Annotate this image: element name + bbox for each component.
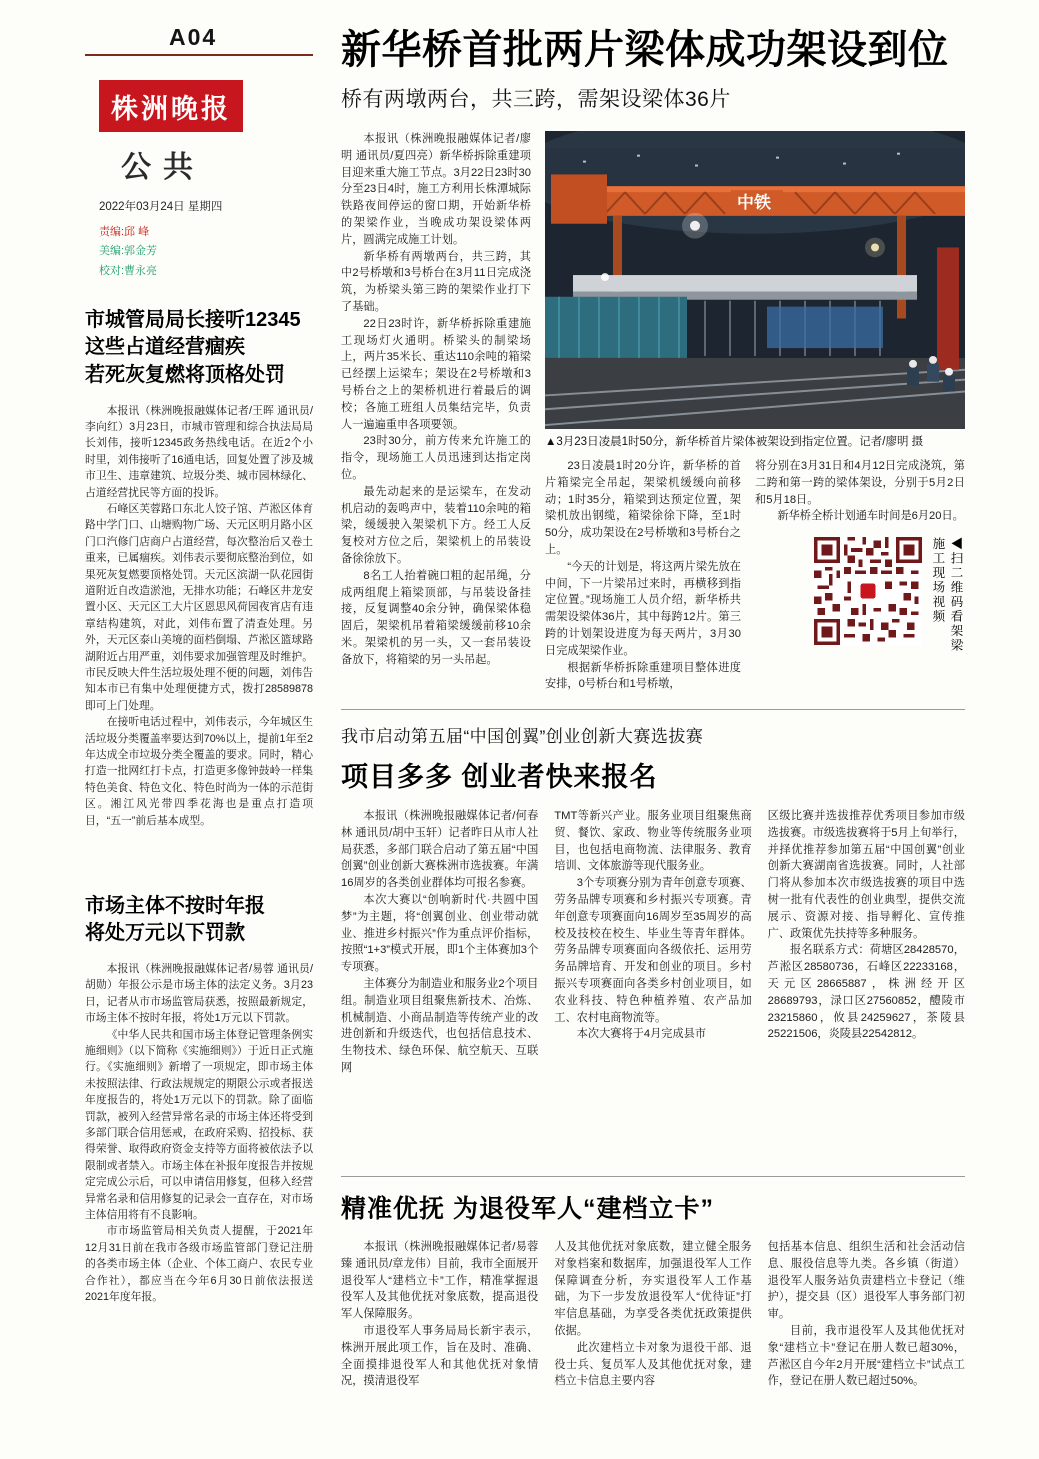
title-line: 市城管局局长接听12345	[85, 308, 301, 331]
body-paragraph: 本报讯（株洲晚报融媒体记者/王晖 通讯员/李向红）3月23日，市城市管理和综合执法局局长刘伟，接听12345政务热线电话。在近2个小时里，刘伟接听了16通电话，回复处置了涉及城市卫生、违章建筑、垃圾分类、城市园林绿化、占道经营扰民等方面的投诉。	[85, 404, 313, 499]
lead-below-photo	[545, 458, 965, 697]
text-column-2	[554, 1239, 751, 1447]
body-paragraph: 本报讯（株洲晚报融媒体记者/廖明 通讯员/夏四亮）新华桥拆除重建项目迎来重大施工节点。3月22日23时30分至23日4时，施工方利用长株潭城际铁路夜间停运的窗口期，开始新华桥的架梁作业，当晚成功架设梁体两片，圆满完成施工计划。	[341, 133, 531, 246]
lead-body	[341, 131, 965, 697]
sidebar-article-city-hotline	[85, 307, 313, 867]
newspaper-logo-text: 株洲晚报	[111, 93, 231, 125]
section-divider	[341, 1176, 965, 1177]
text-column-3	[768, 808, 965, 1164]
text-column-1	[341, 1239, 538, 1447]
story-innovation-contest	[341, 722, 965, 1164]
page-number: A04	[169, 24, 218, 50]
masthead	[85, 56, 313, 281]
sidebar-article-title	[85, 893, 313, 948]
lead-subhead: 桥有两墩两台，共三跨，需架设梁体36片	[341, 88, 731, 111]
sidebar-article-annual-report	[85, 893, 313, 1306]
qr-caption: ◀扫二维码看架梁施工现场视频	[930, 537, 963, 654]
section-title: 公共	[121, 151, 205, 184]
body-paragraph: 在接听电话过程中，刘伟表示，今年城区生活垃圾分类覆盖率要达到70%以上，提前1年至2年达成全市垃圾分类全覆盖的要求。同时，精心打造一批网红打卡点，打造更多像钟鼓岭一样集特色美食、特色文化、特色时尚为一体的示范街区。湘江风光带四季花海也是重点打造项目，“五一”前后基本成型。	[85, 716, 313, 827]
sidebar-column	[85, 24, 313, 1447]
main-column	[341, 24, 965, 1447]
body-paragraph: 23日凌晨1时20分许，新华桥的首片箱梁完全吊起，架梁机缓缓向前移动；1时35分，箱梁到达预定位置，架梁机放出钢缆，箱梁徐徐下降，至1时50分，成功架设在2号桥墩和3号桥台之上。	[545, 460, 741, 557]
lead-text-column-1	[341, 131, 531, 697]
lead-right-region	[545, 131, 965, 697]
body-paragraph: 市退役军人事务局局长新宇表示，株洲开展此项工作，旨在及时、准确、全面摸排退役军人和其他优抚对象情况，摸清退役军	[341, 1324, 539, 1388]
lead-headline: 新华桥首批两片梁体成功架设到位	[341, 28, 949, 72]
text-column-2	[554, 808, 751, 1164]
story-veterans-registration	[341, 1189, 965, 1447]
lead-photo	[545, 131, 965, 429]
body-paragraph: 最先动起来的是运梁车，在发动机启动的轰鸣声中，装着110余吨的箱梁，缓缓驶入架梁机下方。经工人反复校对方位之后，架梁机上的吊装设备徐徐放下。	[341, 485, 531, 565]
crane-brand-label: 中铁	[737, 193, 771, 212]
page-body	[85, 24, 965, 1447]
qr-block	[755, 537, 965, 659]
body-paragraph: 3个专项赛分别为青年创意专项赛、劳务品牌专项赛和乡村振兴专项赛。青年创意专项赛面向16周岁至35周岁的高校及技校在校生、毕业生等青年群体。劳务品牌专项赛面向各级依托、运用劳务品牌培育、开发和创业的项目。乡村振兴专项赛面向各类乡村创业项目，如农业科技、特色种植养殖、农产品加工、农村电商物流等。	[554, 877, 752, 1024]
body-paragraph: TMT等新兴产业。服务业项目组聚焦商贸、餐饮、家政、物业等传统服务业项目，也包括电商物流、法律服务、教育培训、文体旅游等现代服务业。	[554, 810, 752, 873]
body-paragraph: 人及其他优抚对象底数，建立健全服务对象档案和数据库，加强退役军人工作保障调查分析，夯实退役军人工作基础，为下一步发放退役军人“优待证”打牢信息基础，为享受各类优抚政策提供依据。	[554, 1241, 752, 1337]
body-paragraph: 报名联系方式：荷塘区28428570，芦淞区28580736，石峰区22233168，天元区28665887，株洲经开区28689793，渌口区27560852，醴陵市23215860，攸县24259627，茶陵县25221506，炎陵县22542812。	[767, 944, 965, 1041]
body-paragraph: 新华桥全桥计划通车时间是6月20日。	[777, 510, 964, 523]
body-paragraph: 将分别在3月31日和4月12日完成浇筑，第二跨和第一跨的梁体架设，分别于5月2日和5月18日。	[755, 460, 965, 506]
body-paragraph: 《中华人民共和国市场主体登记管理条例实施细则》（以下简称《实施细则》）于近日正式施行。《实施细则》新增了一项规定，即市场主体未按照法律、行政法规规定的期限公示或者报送年度报告的，将处1万元以下的罚款。除了面临罚款，被列入经营异常名录的市场主体还将受到多部门联合信用惩戒，在政府采购、招投标、获得荣誉、取得政府资金支持等方面将被依法予以限制或者禁入。市场主体在补报年度报告并按规定完成公示后，可以申请信用修复，但移入经营异常名录和信用修复的记录会一直存在，对市场主体信用将有不良影响。	[85, 1028, 313, 1222]
body-paragraph: 包括基本信息、组织生活和社会活动信息、服役信息等九类。各乡镇（街道）退役军人服务站负责建档立卡登记（维护），提交县（区）退役军人事务部门初审。	[767, 1241, 965, 1321]
qr-code	[814, 537, 922, 645]
body-paragraph: 22日23时许，新华桥拆除重建施工现场灯火通明。桥梁头的制梁场上，两片35米长、重达110余吨的箱梁已经摆上运梁车；架设在2号桥墩和3号桥台之上的架桥机进行着最后的调校；各施工班组人员集结完毕，负责人一遍遍重申各项要领。	[341, 317, 531, 431]
text-column-1	[341, 808, 538, 1164]
body-paragraph: 区级比赛并选拔推荐优秀项目参加市级选拔赛。市级选拔赛将于5月上旬举行，并择优推荐参加第五届“中国创翼”创业创新大赛湖南省选拔赛。同时，人社部门将从参加本次市级选拔赛的项目中选树一批有代表性的创业典型，提供交流展示、资源对接、指导孵化、宣传推广、政策优先扶持等多种服务。	[767, 810, 965, 940]
body-paragraph: 8名工人抬着碗口粗的起吊绳，分成两组爬上箱梁顶部，与吊装设备挂接，反复调整40余分钟，确保梁体稳固后，架梁机吊着箱梁缓缓前移10余米。架梁机的另一头，又一套吊装设备放下，将箱梁的另一头吊起。	[341, 569, 531, 666]
body-paragraph: 本次大赛将于4月完成县市	[576, 1028, 707, 1041]
title-line: 将处万元以下罚款	[85, 922, 245, 945]
title-line: 这些占道经营痼疾	[85, 336, 245, 359]
text-column-3	[768, 1239, 965, 1447]
story-columns	[341, 808, 965, 1164]
lead-text-column-3	[755, 458, 965, 697]
body-paragraph: 市市场监管局相关负责人提醒，于2021年12月31日前在我市各级市场监管部门登记注册的各类市场主体（企业、个体工商户、农民专业合作社），都应当在今年6月30日前依法报送2021年度年报。	[85, 1225, 313, 1304]
body-paragraph: “今天的计划是，将这两片梁先放在中间，下一片梁吊过来时，再横移到指定位置。”现场施工人员介绍，新华桥共需架设梁体36片，其中每跨12片。第三跨的计划架设进度为每天两片，3月30日完成架梁作业。	[545, 560, 741, 657]
body-paragraph: 根据新华桥拆除重建项目整体进度安排，0号桥台和1号桥墩，	[545, 661, 741, 691]
editor-line: 责编:邱 峰	[99, 226, 150, 238]
story-kicker: 我市启动第五届“中国创翼”创业创新大赛选拔赛	[341, 727, 704, 746]
proofreader-line: 校对:曹永亮	[99, 264, 158, 277]
story-title: 项目多多 创业者快来报名	[341, 762, 658, 792]
lead-photo-illustration	[545, 131, 965, 429]
date-line: 2022年03月24日 星期四	[99, 201, 223, 213]
body-paragraph: 石峰区芙蓉路口东北人饺子馆、芦淞区体育路中学门口、山塘购物广场、天元区明月路小区门口汽修门店商户占道经营，每次整治后又卷土重来，已属痼疾。刘伟表示要彻底整治到位，如果死灰复燃要顶格处罚。天元区滨湖一队花园街道附近自改造淤池，无排水功能；石峰区井龙安置小区、天元区工大片区恩思风荷园夜宵店有违章结构建筑，对此，刘伟布置了清查处理。另外，天元区泰山美境的面档倒塌、芦淞区篮球路湖附近占用严重，刘伟要求加强管理及时维护。市民反映大件生活垃圾处理不便的问题，刘伟告知本市已有集中处理便捷方式，拨打28589878即可上门处理。	[85, 502, 313, 712]
title-line: 若死灰复燃将顶格处罚	[85, 363, 285, 386]
title-line: 市场主体不按时年报	[85, 894, 265, 917]
lead-story	[341, 26, 965, 697]
body-paragraph: 本报讯（株洲晚报融媒体记者/易蓉臻 通讯员/章龙伟）目前，我市全面展开退役军人“建档立卡”工作，精准掌握退役军人及其他优抚对象底数，提高退役军人保障服务。	[341, 1241, 539, 1321]
story-title: 精准优抚 为退役军人“建档立卡”	[341, 1195, 714, 1223]
body-paragraph: 本报讯（株洲晚报融媒体记者/易蓉 通讯员/胡勋）年报公示是市场主体的法定义务。3月23日，记者从市市场监管局获悉，按照最新规定，市场主体不按时年报，将处1万元以下罚款。	[85, 962, 313, 1025]
photo-caption: ▲3月23日凌晨1时50分，新华桥首片梁体被架设到指定位置。记者/廖明 摄	[545, 436, 924, 448]
body-paragraph: 本次大赛以“创响新时代·共圆中国梦”为主题，将“创翼创业、创业带动就业、推进乡村振兴”作为重点评价指标，按照“1+3”模式开展，即1个主体赛加3个专项赛。	[341, 893, 539, 974]
sidebar-article-title	[85, 307, 313, 390]
qr-code-pattern	[814, 537, 922, 645]
body-paragraph: 此次建档立卡对象为退役干部、退役士兵、复员军人及其他优抚对象，建档立卡信息主要内容	[554, 1341, 752, 1388]
body-paragraph: 本报讯（株洲晚报融媒体记者/何春林 通讯员/胡中玉轩）记者昨日从市人社局获悉，多部门联合启动了第五届“中国创翼”创业创新大赛株洲市选拔赛。年满16周岁的各类创业群体均可报名参赛。	[341, 810, 539, 890]
section-divider	[341, 709, 965, 710]
story-columns	[341, 1239, 965, 1447]
body-paragraph: 23时30分，前方传来允许施工的指令，现场施工人员迅速到达指定岗位。	[341, 435, 531, 481]
body-paragraph: 主体赛分为制造业和服务业2个项目组。制造业项目组聚焦新技术、冶炼、机械制造、小商品制造等传统产业的改进创新和升级迭代，也包括信息技术、生物技术、绿色环保、航空航天、互联网	[341, 977, 539, 1074]
body-paragraph: 新华桥有两墩两台，共三跨，其中2号桥墩和3号桥台在3月11日完成浇筑，为桥梁头第三跨的架梁作业打下了基础。	[341, 250, 531, 313]
body-paragraph: 目前，我市退役军人及其他优抚对象“建档立卡”登记在册人数已超30%，芦淞区自今年2月开展“建档立卡”试点工作，登记在册人数已超过50%。	[767, 1324, 965, 1388]
newspaper-logo	[99, 80, 243, 132]
lead-text-column-2	[545, 458, 741, 697]
designer-line: 美编:郭金芳	[99, 245, 158, 258]
